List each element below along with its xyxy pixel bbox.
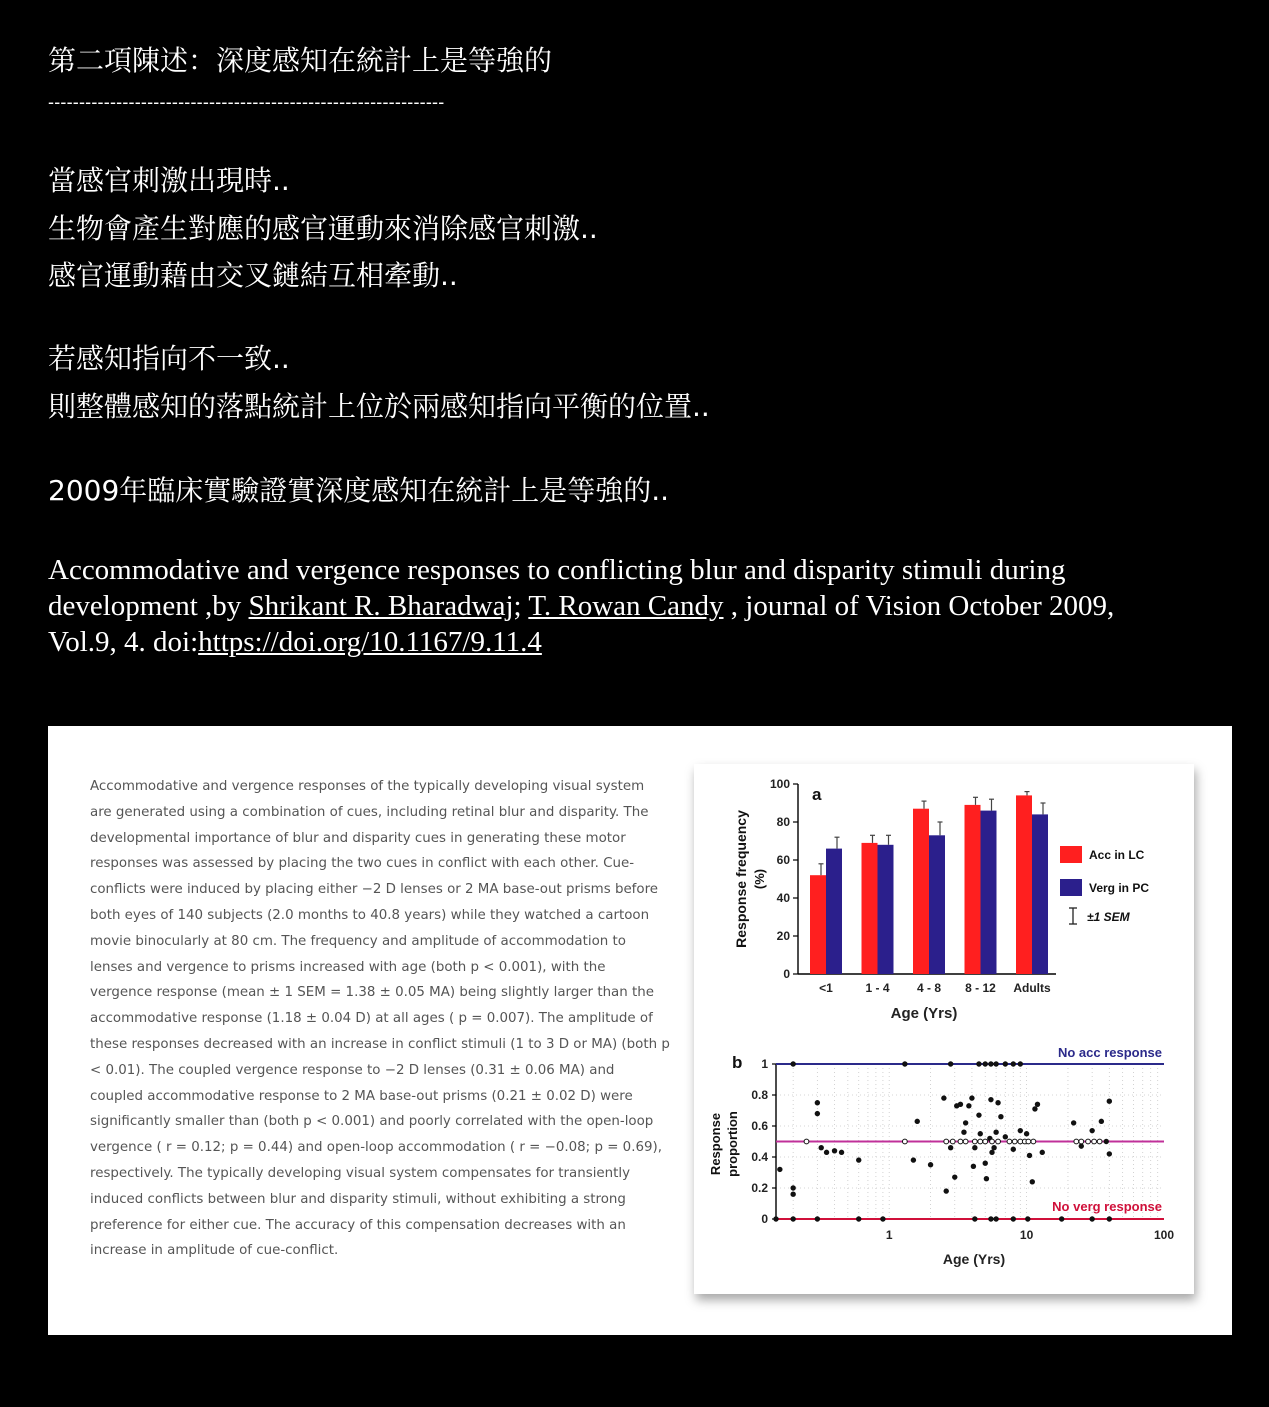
panel-b-y-tick-label: 0 — [761, 1212, 768, 1226]
author1-link[interactable]: Shrikant R. Bharadwaj — [248, 590, 514, 622]
panel-a-bar-acc — [1016, 795, 1032, 974]
panel-b-data-point — [1024, 1131, 1029, 1136]
panel-b-data-point — [988, 1061, 993, 1066]
panel-a-y-tick-label: 0 — [783, 967, 790, 981]
panel-a-label: a — [812, 785, 822, 804]
doi-link[interactable]: https://doi.org/10.1167/9.11.4 — [198, 626, 542, 658]
panel-b-open-point — [958, 1139, 963, 1144]
panel-a-x-tick-label: Adults — [1013, 981, 1051, 995]
panel-b-data-point — [819, 1145, 824, 1150]
panel-b-data-point — [1099, 1119, 1104, 1124]
panel-b-data-point — [1011, 1147, 1016, 1152]
panel-a-ylabel: Response frequency — [733, 810, 749, 948]
panel-b-open-point — [1031, 1139, 1036, 1144]
panel-b-data-point — [971, 1164, 976, 1169]
panel-b-data-point — [983, 1161, 988, 1166]
panel-b-data-point — [1089, 1216, 1094, 1221]
panel-b-data-point — [1035, 1102, 1040, 1107]
panel-b-data-point — [963, 1120, 968, 1125]
panel-b-data-point — [978, 1131, 983, 1136]
panel-b-data-point — [952, 1174, 957, 1179]
legend-swatch-verg — [1060, 879, 1082, 896]
panel-b-open-point — [990, 1139, 995, 1144]
paragraph1-line2: 生物會產生對應的感官運動來消除感官刺激.. — [48, 212, 598, 245]
panel-b-data-point — [958, 1102, 963, 1107]
figure-svg — [694, 764, 1194, 1294]
paragraph2-line1: 若感知指向不一致.. — [48, 342, 290, 375]
panel-a-x-tick-label: 1 - 4 — [865, 981, 890, 995]
panel-b-data-point — [832, 1148, 837, 1153]
panel-b-data-point — [995, 1100, 1000, 1105]
panel-a-x-tick-label: 4 - 8 — [916, 981, 942, 995]
panel-b-x-tick-label: 10 — [1019, 1228, 1034, 1242]
panel-b-open-point — [972, 1139, 977, 1144]
paper-excerpt-panel — [48, 726, 1232, 1335]
panel-a-bar-acc — [810, 875, 826, 974]
citation-block — [48, 552, 1168, 660]
panel-b-open-point — [950, 1139, 955, 1144]
panel-b-data-point — [989, 1150, 994, 1155]
panel-b-data-point — [1011, 1216, 1016, 1221]
panel-b-data-point — [839, 1150, 844, 1155]
panel-b-open-point — [1007, 1139, 1012, 1144]
panel-b-open-point — [804, 1139, 809, 1144]
panel-a-y-tick-label: 100 — [769, 777, 790, 791]
paragraph1-line3: 感官運動藉由交叉鏈結互相牽動.. — [48, 259, 458, 292]
panel-b-data-point — [1032, 1106, 1037, 1111]
panel-b-data-point — [988, 1216, 993, 1221]
panel-b-data-point — [969, 1095, 974, 1100]
panel-b-open-point — [963, 1139, 968, 1144]
panel-b-data-point — [988, 1097, 993, 1102]
panel-b-data-point — [790, 1192, 795, 1197]
page-heading: 第二項陳述：深度感知在統計上是等強的 — [48, 44, 553, 77]
panel-b-ylabel-2: proportion — [725, 1111, 740, 1177]
abstract-text: Accommodative and vergence responses of the typically developing visual system are generated using a combination of cues, including retinal blur and disparity. The developmental importance of blur and disparity cues in generating these motor responses was assessed by placing the two cues in conflict with each other. Cue-conflicts were induced by placing either −2 D lenses or 2 MA base-out prisms before both eyes of 140 subjects (2.0 months to 40.8 years) while they watched a cartoon movie binocularly at 80 cm. The frequency and amplitude of accommodation to lenses and vergence to prisms increased with age (both p < 0.001), with the vergence response (mean ± 1 SEM = 1.38 ± 0.05 MA) being slightly larger than the accommodative response (1.18 ± 0.04 D) at all ages ( p = 0.007). The amplitude of these responses decreased with an increase in conflict stimuli (1 to 3 D or MA) (both p < 0.01). The coupled vergence response to −2 D lenses (0.31 ± 0.06 MA) and coupled accommodative response to 2 MA base-out prisms (0.21 ± 0.02 D) were significantly smaller than (both p < 0.001) and poorly correlated with the open-loop vergence ( r = 0.12; p = 0.44) and open-loop accommodation ( r = −0.08; p = 0.69), respectively. The typically developing visual system compensates for transiently induced conflicts between blur and disparity stimuli, without exhibiting a strong preference for either cue. The accuracy of this compensation decreases with an increase in amplitude of cue-conflict. — [90, 779, 670, 1259]
panel-b-y-tick-label: 0.4 — [751, 1150, 768, 1164]
panel-b-y-tick-label: 0.6 — [751, 1119, 768, 1133]
panel-b-data-point — [928, 1162, 933, 1167]
figure-card — [694, 764, 1194, 1294]
panel-b-data-point — [1059, 1216, 1064, 1221]
panel-b-data-point — [1104, 1139, 1109, 1144]
panel-b-data-point — [902, 1061, 907, 1066]
citation-text2: , journal of Vision October 2009, Vol.9, 4. doi: — [48, 590, 1115, 658]
panel-b-label: b — [732, 1053, 743, 1072]
panel-b-data-point — [856, 1157, 861, 1162]
panel-b-data-point — [773, 1216, 778, 1221]
panel-b-x-tick-label: 1 — [885, 1228, 893, 1242]
panel-b-data-point — [993, 1061, 998, 1066]
panel-a-bar-verg — [878, 845, 894, 974]
panel-b-data-point — [1003, 1134, 1008, 1139]
legend-sem-label: ±1 SEM — [1087, 910, 1130, 924]
panel-a-y-tick-label: 20 — [776, 929, 790, 943]
panel-b-open-point — [1012, 1139, 1017, 1144]
panel-b-ylabel: Response — [708, 1112, 723, 1176]
panel-b-data-point — [1030, 1179, 1035, 1184]
panel-b-data-point — [1071, 1120, 1076, 1125]
legend-swatch-acc — [1060, 846, 1082, 863]
panel-b-data-point — [815, 1100, 820, 1105]
panel-b-data-point — [790, 1216, 795, 1221]
panel-b-data-point — [777, 1167, 782, 1172]
panel-a-bar-verg — [981, 811, 997, 974]
panel-b-data-point — [991, 1145, 996, 1150]
panel-b-open-point — [996, 1139, 1001, 1144]
panel-b-data-point — [948, 1061, 953, 1066]
panel-a-bar-verg — [929, 835, 945, 974]
panel-b-data-point — [1107, 1099, 1112, 1104]
panel-b-data-point — [1011, 1061, 1016, 1066]
panel-b-data-point — [790, 1061, 795, 1066]
panel-a-x-tick-label: <1 — [819, 981, 833, 995]
panel-b-data-point — [972, 1145, 977, 1150]
panel-b-open-point — [1086, 1139, 1091, 1144]
panel-b-data-point — [948, 1145, 953, 1150]
panel-b-data-point — [815, 1111, 820, 1116]
panel-b-open-point — [1092, 1139, 1097, 1144]
panel-b-open-point — [1079, 1139, 1084, 1144]
panel-b-data-point — [944, 1188, 949, 1193]
panel-b-x-tick-label: 100 — [1153, 1228, 1175, 1242]
panel-b-data-point — [993, 1130, 998, 1135]
panel-b-open-point — [983, 1139, 988, 1144]
panel-a-y-tick-label: 60 — [776, 853, 790, 867]
paragraph1-line1: 當感官刺激出現時.. — [48, 164, 290, 197]
panel-b-y-tick-label: 0.8 — [751, 1088, 768, 1102]
panel-b-data-point — [915, 1119, 920, 1124]
panel-a-bar-verg — [826, 849, 842, 974]
panel-b-data-point — [1025, 1216, 1030, 1221]
panel-a-xlabel: Age (Yrs) — [890, 1005, 958, 1022]
paragraph3: 2009年臨床實驗證實深度感知在統計上是等強的.. — [48, 474, 670, 507]
panel-b-data-point — [961, 1130, 966, 1135]
annotation-no-verg-response: No verg response — [1052, 1199, 1162, 1214]
panel-b-data-point — [880, 1216, 885, 1221]
panel-a-ylabel-unit: (%) — [752, 868, 767, 890]
panel-b-data-point — [856, 1216, 861, 1221]
panel-b-data-point — [1040, 1150, 1045, 1155]
panel-a-bar-acc — [913, 809, 929, 974]
panel-a-y-tick-label: 40 — [776, 891, 790, 905]
author2-link[interactable]: T. Rowan Candy — [528, 590, 724, 622]
panel-b-open-point — [944, 1139, 949, 1144]
panel-b-data-point — [1107, 1151, 1112, 1156]
annotation-no-acc-response: No acc response — [1057, 1045, 1162, 1060]
panel-b-data-point — [815, 1216, 820, 1221]
panel-b-data-point — [993, 1216, 998, 1221]
panel-b-data-point — [1018, 1128, 1023, 1133]
citation-text1: Accommodative and vergence responses to conflicting blur and disparity stimuli during development ,by — [48, 554, 1066, 622]
panel-b-open-point — [1074, 1139, 1079, 1144]
panel-a-x-tick-label: 8 - 12 — [965, 981, 996, 995]
panel-b-y-tick-label: 1 — [761, 1057, 768, 1071]
panel-b-data-point — [972, 1216, 977, 1221]
legend-label-acc: Acc in LC — [1089, 848, 1145, 862]
panel-b-xlabel: Age (Yrs) — [942, 1251, 1006, 1267]
panel-b-data-point — [1018, 1061, 1023, 1066]
panel-b-data-point — [976, 1112, 981, 1117]
citation-separator: ; — [513, 590, 529, 622]
panel-b-data-point — [976, 1061, 981, 1066]
panel-b-data-point — [1107, 1216, 1112, 1221]
legend-label-verg: Verg in PC — [1089, 881, 1150, 895]
panel-b-open-point — [1097, 1139, 1102, 1144]
panel-b-data-point — [790, 1185, 795, 1190]
panel-a-bar-acc — [965, 805, 981, 974]
paragraph2-line2: 則整體感知的落點統計上位於兩感知指向平衡的位置.. — [48, 390, 710, 423]
panel-b-data-point — [1027, 1153, 1032, 1158]
panel-a-y-tick-label: 80 — [776, 815, 790, 829]
panel-b-y-tick-label: 0.2 — [751, 1181, 768, 1195]
separator-line: ---------------------------------------------------------------- — [48, 92, 445, 112]
panel-b-open-point — [1026, 1139, 1031, 1144]
panel-b-data-point — [1003, 1061, 1008, 1066]
panel-a-bar-acc — [862, 843, 878, 974]
panel-b-data-point — [1089, 1128, 1094, 1133]
panel-b-open-point — [902, 1139, 907, 1144]
panel-b-data-point — [983, 1061, 988, 1066]
panel-a-bar-verg — [1032, 814, 1048, 974]
panel-b-open-point — [978, 1139, 983, 1144]
panel-b-data-point — [984, 1176, 989, 1181]
panel-b-data-point — [824, 1150, 829, 1155]
panel-b-data-point — [966, 1103, 971, 1108]
panel-b-data-point — [911, 1157, 916, 1162]
panel-b-data-point — [998, 1114, 1003, 1119]
panel-b-data-point — [941, 1095, 946, 1100]
